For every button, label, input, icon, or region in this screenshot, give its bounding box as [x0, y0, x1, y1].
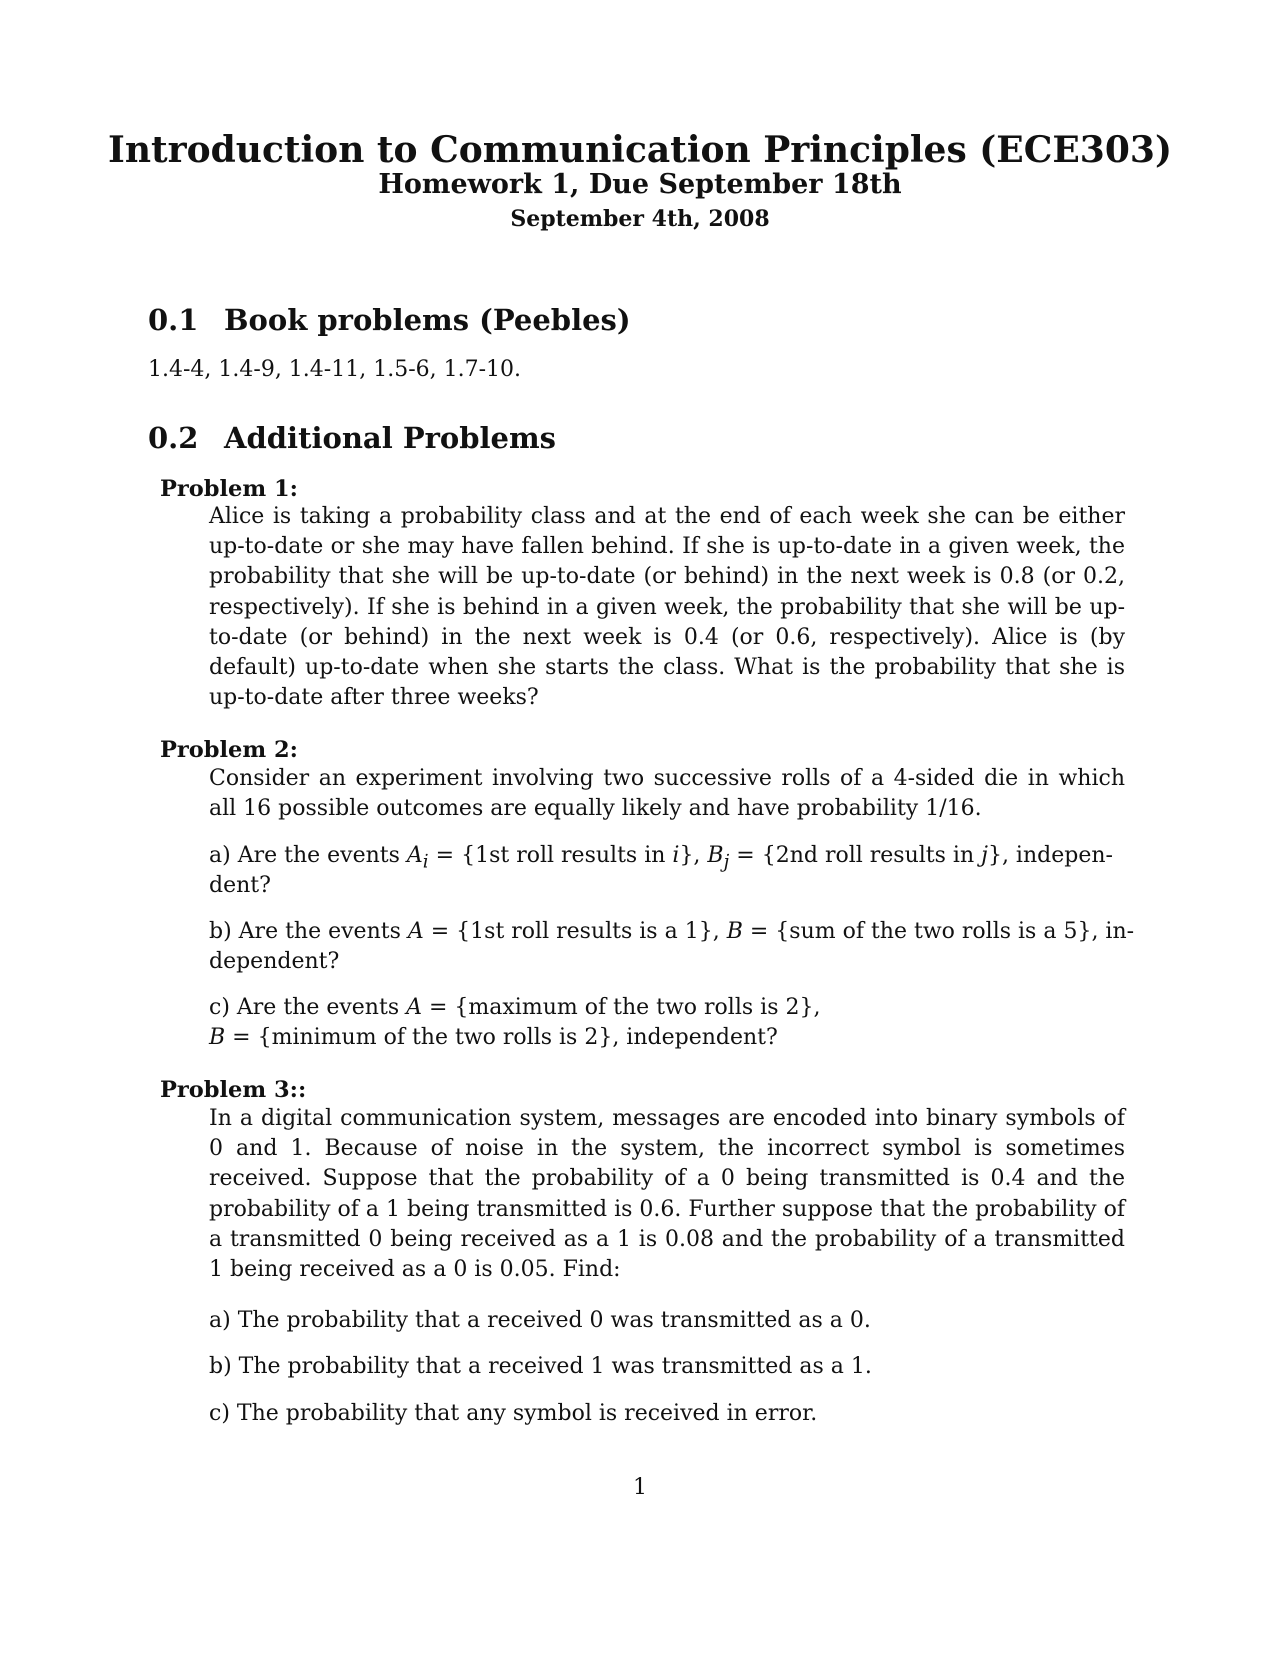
section-number: 0.2	[148, 421, 199, 455]
document-date: September 4th, 2008	[510, 206, 770, 232]
problem-3-item-a: a) The probability that a received 0 was transmitted as a 0.	[209, 1308, 871, 1333]
problem-2-text: Consider an experiment involving two successive rolls of a 4-sided die in which all 16 possible outcomes are equally likely and have probability 1/16.	[209, 766, 1125, 822]
problem-2b-line-1: b) Are the events A = {1st roll results is a 1}, B = {sum of the two rolls is a 5}, in-	[209, 919, 1135, 944]
problem-2a-line-2: dent?	[209, 873, 271, 898]
document-title: Introduction to Communication Principles (ECE303)	[107, 129, 1172, 171]
problem-3-label: Problem 3::	[160, 1077, 307, 1103]
problem-1-text: Alice is taking a probability class and at the end of each week she can be either up-to-date or she may have fallen behind. If she is up-to-date in a given week, the probability that she will be up-to-date (or behind) in the next week is 0.8 (or 0.2, respectively). If she is behind in a given week, the probability that she will be up-to-date (or behind) in the next week is 0.4 (or 0.6, respectively). Alice is (by default) up-to-date when she starts the class. What is the probability that she is up-to-date after three weeks?	[209, 504, 1125, 711]
problem-3-item-c: c) The probability that any symbol is received in error.	[209, 1401, 818, 1426]
book-problem-list: 1.4-4, 1.4-9, 1.4-11, 1.5-6, 1.7-10.	[148, 357, 522, 382]
problem-2c-line-1: c) Are the events A = {maximum of the two rolls is 2},	[209, 995, 821, 1020]
problem-2c-line-2: B = {minimum of the two rolls is 2}, independent?	[209, 1025, 778, 1050]
section-number: 0.1	[148, 303, 199, 337]
section-heading-additional-problems	[148, 420, 556, 456]
problem-2b-line-2: dependent?	[209, 949, 340, 974]
problem-2a-line-1: a) Are the events $A_i = \{1st$ roll results in i}, $B_j = \{2nd$ roll results in j}, indepen-	[209, 843, 1113, 873]
section-title: Book problems (Peebles)	[224, 303, 631, 337]
section-heading-book-problems	[148, 302, 631, 338]
section-title: Additional Problems	[224, 421, 556, 455]
problem-2-label: Problem 2:	[160, 737, 298, 763]
problem-3-item-b: b) The probability that a received 1 was transmitted as a 1.	[209, 1354, 872, 1379]
problem-3-text: In a digital communication system, messages are encoded into binary symbols of 0 and 1. Because of noise in the system, the incorrect symbol is sometimes received. Suppose that the probability of a 0 being transmitted is 0.4 and the probability of a 1 being transmitted is 0.6. Further suppose that the probability of a transmitted 0 being received as a 1 is 0.08 and the probability of a transmitted 1 being received as a 0 is 0.05. Find:	[209, 1106, 1125, 1283]
page-number: 1	[633, 1475, 647, 1500]
problem-1-label: Problem 1:	[160, 476, 298, 502]
document-subtitle: Homework 1, Due September 18th	[378, 169, 902, 200]
